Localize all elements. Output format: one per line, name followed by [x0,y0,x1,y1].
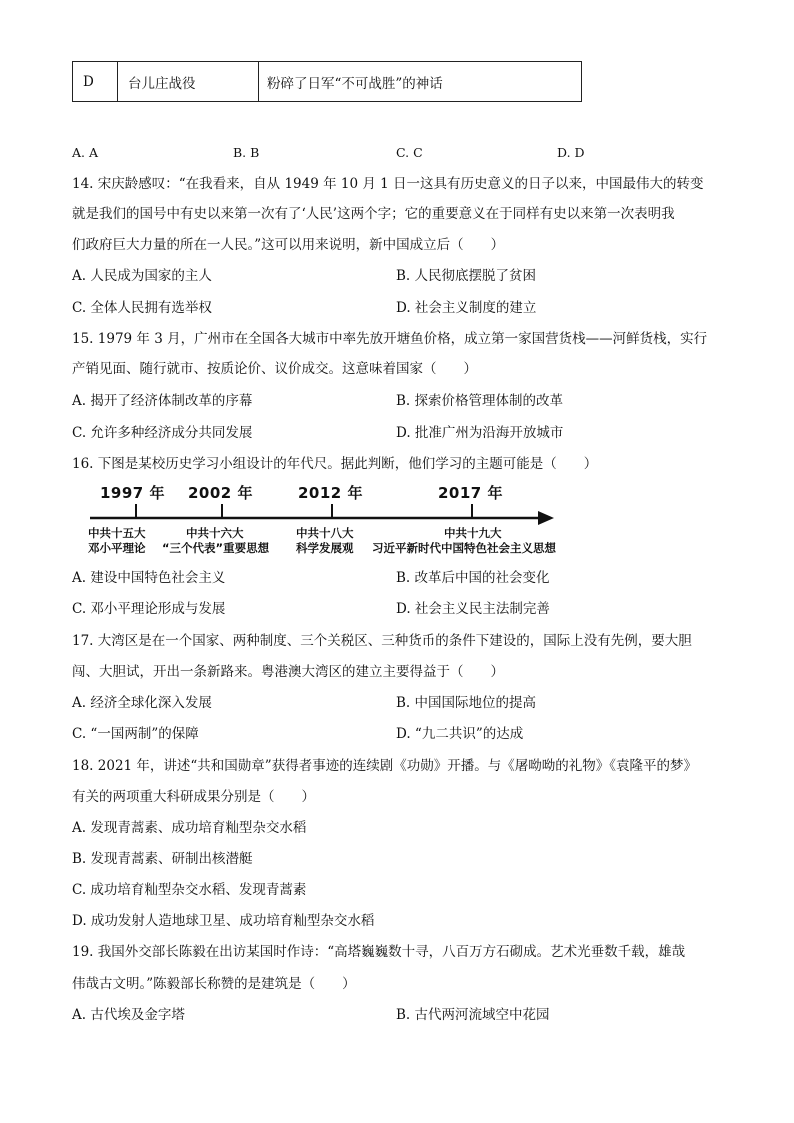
q16-option-d[interactable]: D. 社会主义民主法制完善 [396,601,550,617]
q19-stem-line-2: 伟哉古文明。”陈毅部长称赞的是建筑是（ ） [72,976,356,992]
q17-stem-line-2: 闯、大胆试，开出一条新路来。粤港澳大湾区的建立主要得益于（ ） [72,664,504,680]
answer-table-row-d [72,61,582,102]
q18-option-c[interactable]: C. 成功培育籼型杂交水稻、发现青蒿素 [72,882,307,898]
q15-option-b[interactable]: B. 探索价格管理体制的改革 [396,393,564,409]
q14-option-d[interactable]: D. 社会主义制度的建立 [396,300,537,316]
timeline-label-2012-theory: 科学发展观 [296,541,354,555]
timeline-label-1997-theory: 邓小平理论 [88,541,146,555]
q14-stem-line-1: 14. 宋庆龄感叹：“在我看来，自从 1949 年 10 月 1 日一这具有历史意义的日子以来，中国最伟大的转变 [72,176,704,192]
q13-option-b[interactable]: B. B [233,145,260,160]
q15-option-a[interactable]: A. 揭开了经济体制改革的序幕 [72,393,253,409]
q16-option-a[interactable]: A. 建设中国特色社会主义 [72,570,226,586]
q13-option-a[interactable]: A. A [72,145,99,160]
q16-option-c[interactable]: C. 邓小平理论形成与发展 [72,601,226,617]
timeline-label-2002-theory: “三个代表”重要思想 [162,541,270,555]
q17-option-b[interactable]: B. 中国国际地位的提高 [396,695,537,711]
q14-stem-line-3: 们政府巨大力量的所在一人民。”这可以用来说明，新中国成立后（ ） [72,237,505,253]
q17-option-d[interactable]: D. “九二共识”的达成 [396,726,524,742]
q15-stem-line-2: 产销见面、随行就市、按质论价、议价成交。这意味着国家（ ） [72,361,477,377]
q18-option-a[interactable]: A. 发现青蒿素、成功培育籼型杂交水稻 [72,820,307,836]
timeline-label-2012-congress: 中共十八大 [296,526,354,540]
timeline-label-2002-congress: 中共十六大 [186,526,244,540]
timeline-year-1997: 1997 年 [100,484,165,502]
q19-option-b[interactable]: B. 古代两河流域空中花园 [396,1007,550,1023]
q13-option-d[interactable]: D. D [557,145,585,160]
timeline-label-2017-theory: 习近平新时代中国特色社会主义思想 [372,541,556,555]
q16-stem-line-1: 16. 下图是某校历史学习小组设计的年代尺。据此判断，他们学习的主题可能是（ ） [72,456,598,472]
q14-stem-line-2: 就是我们的国号中有史以来第一次有了‘人民’这两个字；它的重要意义在于同样有史以来第一次表明我 [72,206,675,222]
q18-option-b[interactable]: B. 发现青蒿素、研制出核潜艇 [72,851,253,867]
q17-stem-line-1: 17. 大湾区是在一个国家、两种制度、三个关税区、三种货币的条件下建设的，国际上没有先例，要大胆 [72,633,692,649]
table-cell-letter: D [73,62,118,101]
q19-option-a[interactable]: A. 古代埃及金字塔 [72,1007,185,1023]
table-cell-significance: 粉碎了日军“不可战胜”的神话 [267,75,443,92]
q15-option-c[interactable]: C. 允许多种经济成分共同发展 [72,425,253,441]
timeline-year-2017: 2017 年 [438,484,503,502]
timeline-year-2002: 2002 年 [188,484,253,502]
q15-stem-line-1: 15. 1979 年 3 月，广州市在全国各大城市中率先放开塘鱼价格，成立第一家国营货栈——河鲜货栈，实行 [72,331,708,347]
timeline-ruler [82,478,562,560]
timeline-label-1997-congress: 中共十五大 [88,526,146,540]
table-cell-event: 台儿庄战役 [118,62,259,101]
q17-option-a[interactable]: A. 经济全球化深入发展 [72,695,212,711]
q13-option-c[interactable]: C. C [396,145,423,160]
timeline-label-2017-congress: 中共十九大 [444,526,502,540]
q17-option-c[interactable]: C. “一国两制”的保障 [72,726,199,742]
q14-option-a[interactable]: A. 人民成为国家的主人 [72,268,212,284]
timeline-year-2012: 2012 年 [298,484,363,502]
timeline-arrow-head [538,511,554,525]
q14-option-b[interactable]: B. 人民彻底摆脱了贫困 [396,268,537,284]
q16-option-b[interactable]: B. 改革后中国的社会变化 [396,570,550,586]
q15-option-d[interactable]: D. 批准广州为沿海开放城市 [396,425,564,441]
q18-option-d[interactable]: D. 成功发射人造地球卫星、成功培育籼型杂交水稻 [72,913,375,929]
q19-stem-line-1: 19. 我国外交部长陈毅在出访某国时作诗：“高塔巍巍数十寻，八百万方石砌成。艺术光垂数千载，雄哉 [72,944,686,960]
q18-stem-line-1: 18. 2021 年，讲述“共和国勋章”获得者事迹的连续剧《功勋》开播。与《屠呦呦的礼物》《袁隆平的梦》 [72,758,697,774]
q18-stem-line-2: 有关的两项重大科研成果分别是（ ） [72,789,315,805]
q14-option-c[interactable]: C. 全体人民拥有选举权 [72,300,212,316]
